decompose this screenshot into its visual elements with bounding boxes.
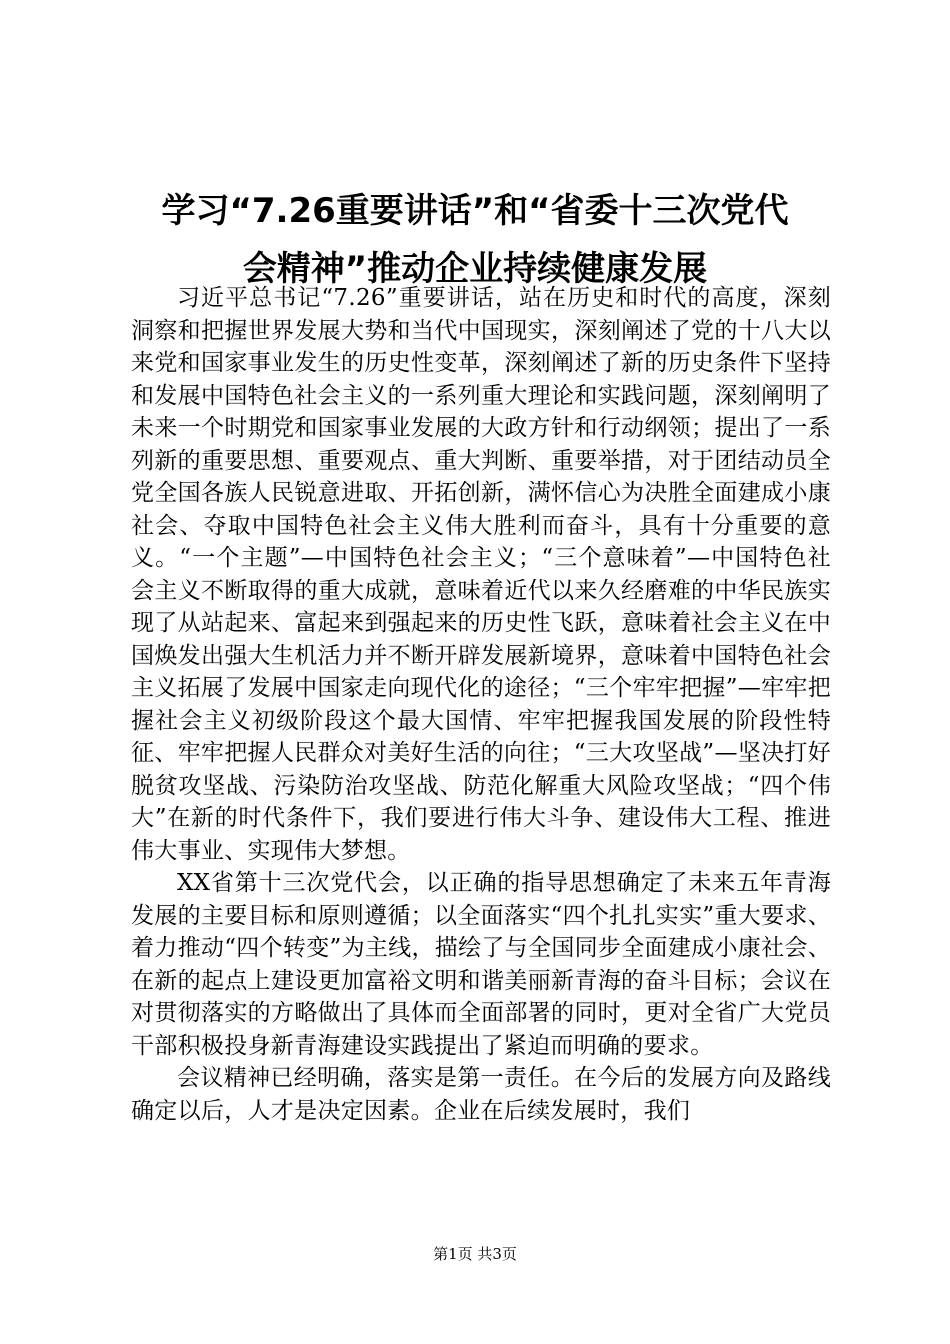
title-line-1: 学习“7.26重要讲话”和“省委十三次党代 xyxy=(161,191,789,231)
document-title xyxy=(120,182,830,298)
title-line-2: 会精神”推动企业持续健康发展 xyxy=(242,249,708,289)
paragraph-3: 会议精神已经明确，落实是第一责任。在今后的发展方向及路线确定以后，人才是决定因素。企业在后续发展时，我们 xyxy=(131,1065,831,1124)
page-footer: 第1页 共3页 xyxy=(433,1245,517,1263)
document-body xyxy=(131,282,831,1127)
paragraph-1: 习近平总书记“7.26”重要讲话，站在历史和时代的高度，深刻洞察和把握世界发展大势和当代中国现实，深刻阐述了党的十八大以来党和国家事业发生的历史性变革，深刻阐述了新的历史条件下坚持和发展中国特色社会主义的一系列重大理论和实践问题，深刻阐明了未来一个时期党和国家事业发展的大政方针和行动纲领；提出了一系列新的重要思想、重要观点、重大判断、重要举措，对于团结动员全党全国各族人民锐意进取、开拓创新，满怀信心为决胜全面建成小康社会、夺取中国特色社会主义伟大胜利而奋斗，具有十分重要的意义。“一个主题”—中国特色社会主义；“三个意味着”—中国特色社会主义不断取得的重大成就，意味着近代以来久经磨难的中华民族实现了从站起来、富起来到强起来的历史性飞跃，意味着社会主义在中国焕发出强大生机活力并不断开辟发展新境界，意味着中国特色社会主义拓展了发展中国家走向现代化的途径；“三个牢牢把握”—牢牢把握社会主义初级阶段这个最大国情、牢牢把握我国发展的阶段性特征、牢牢把握人民群众对美好生活的向往；“三大攻坚战”—坚决打好脱贫攻坚战、污染防治攻坚战、防范化解重大风险攻坚战；“四个伟大”在新的时代条件下，我们要进行伟大斗争、建设伟大工程、推进伟大事业、实现伟大梦想。 xyxy=(131,285,831,864)
paragraph-2: XX省第十三次党代会，以正确的指导思想确定了未来五年青海发展的主要目标和原则遵循；以全面落实“四个扎扎实实”重大要求、着力推动“四个转变”为主线，描绘了与全国同步全面建成小康社会、在新的起点上建设更加富裕文明和谐美丽新青海的奋斗目标；会议在对贯彻落实的方略做出了具体而全面部署的同时，更对全省广大党员干部积极投身新青海建设实践提出了紧迫而明确的要求。 xyxy=(131,870,831,1059)
